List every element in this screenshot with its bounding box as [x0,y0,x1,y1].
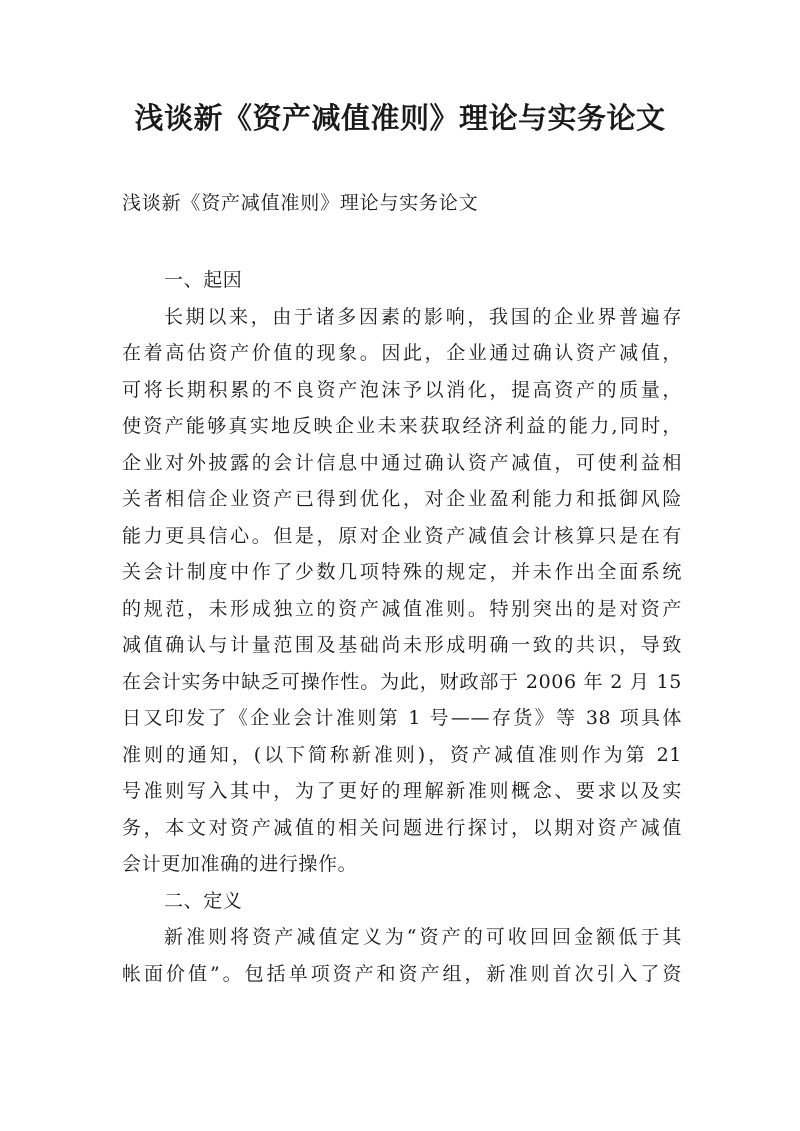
paragraph-line: 会计更加准确的进行操作。 [122,853,358,875]
document-subtitle: 浅谈新《资产减值准则》理论与实务论文 [122,192,479,214]
paragraph-line: 关者相信企业资产已得到优化，对企业盈利能力和抵御风险 [122,488,682,510]
paragraph-line: 在会计实务中缺乏可操作性。为此，财政部于 2006 年 2 月 15 [122,670,682,693]
paragraph-line: 务，本文对资产减值的相关问题进行探讨，以期对资产减值 [122,816,682,839]
paragraph-line: 可将长期积累的不良资产泡沫予以消化，提高资产的质量， [122,378,682,401]
paragraph-line: 准则的通知，(以下简称新准则)，资产减值准则作为第 21 [122,743,682,766]
paragraph-line: 新准则将资产减值定义为“资产的可收回回金额低于其 [164,926,682,948]
paragraph-line: 关会计制度中作了少数几项特殊的规定，并未作出全面系统 [122,561,682,583]
document-title: 浅谈新《资产减值准则》理论与实务论文 [134,101,666,135]
paragraph-line: 号准则写入其中，为了更好的理解新准则概念、要求以及实 [122,780,682,802]
paragraph-line: 长期以来，由于诸多因素的影响，我国的企业界普遍存 [164,305,682,328]
paragraph-line: 能力更具信心。但是，原对企业资产减值会计核算只是在有 [122,524,682,547]
paragraph-line: 帐面价值”。包括单项资产和资产组，新准则首次引入了资 [122,962,682,985]
section-heading-definition: 二、定义 [164,889,243,912]
paragraph-line: 的规范，未形成独立的资产减值准则。特别突出的是对资产 [122,597,682,620]
paragraph-line: 减值确认与计量范围及基础尚未形成明确一致的共识，导致 [122,634,682,656]
paragraph-line: 使资产能够真实地反映企业未来获取经济利益的能力,同时， [122,415,682,437]
document-body [122,262,682,992]
paragraph-line: 在着高估资产价值的现象。因此，企业通过确认资产减值， [122,342,682,364]
paragraph-line: 企业对外披露的会计信息中通过确认资产减值，可使利益相 [122,451,682,474]
paragraph-line: 日又印发了《企业会计准则第 1 号——存货》等 38 项具体 [122,707,682,729]
section-heading-origin: 一、起因 [164,269,243,291]
